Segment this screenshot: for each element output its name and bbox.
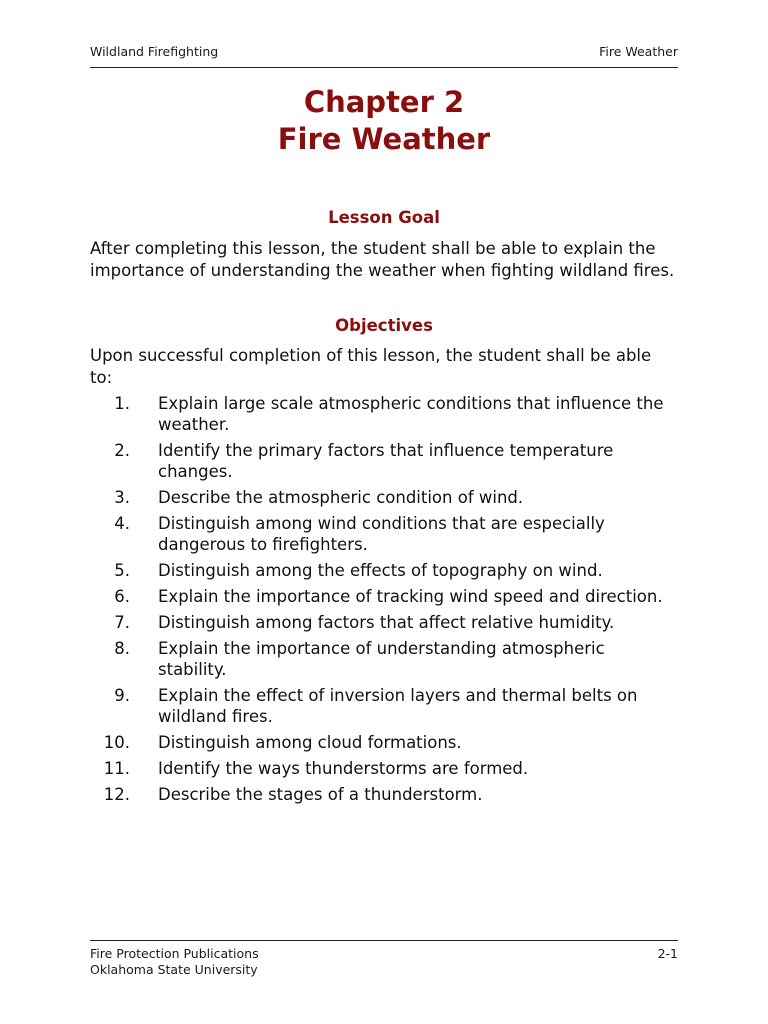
objective-item: [90, 685, 678, 727]
objective-text: Explain the importance of understanding atmospheric stability.: [158, 639, 605, 679]
lesson-goal-text: After completing this lesson, the student shall be able to explain the importance of understanding the weather when fighting wildland fires.: [90, 239, 675, 280]
objective-text: Explain large scale atmospheric conditions that influence the weather.: [158, 394, 664, 434]
objective-number: 3.: [114, 488, 130, 507]
objective-text: Identify the primary factors that influence temperature changes.: [158, 441, 614, 481]
objective-number: 4.: [114, 514, 130, 533]
objective-item: [90, 638, 678, 680]
objective-item: [90, 758, 678, 779]
objective-text: Describe the stages of a thunderstorm.: [158, 785, 483, 804]
objective-number: 2.: [114, 441, 130, 460]
objective-item: [90, 732, 678, 753]
objectives-intro: Upon successful completion of this lesson, the student shall be able to:: [90, 346, 652, 387]
objective-text: Distinguish among cloud formations.: [158, 733, 462, 752]
chapter-title: [90, 84, 678, 158]
header-rule: [90, 67, 678, 68]
running-header: [90, 44, 678, 64]
lesson-goal-heading: Lesson Goal: [328, 208, 440, 227]
chapter-number: Chapter 2: [303, 85, 465, 119]
objective-text: Identify the ways thunderstorms are formed.: [158, 759, 529, 778]
objective-number: 7.: [114, 613, 130, 632]
footer-publisher-name: Fire Protection Publications: [90, 946, 259, 961]
objective-number: 11.: [103, 759, 130, 778]
objective-number: 6.: [114, 587, 130, 606]
header-book-title: Wildland Firefighting: [90, 44, 219, 59]
page-number: 2-1: [657, 946, 678, 961]
objective-text: Explain the effect of inversion layers and thermal belts on wildland fires.: [158, 686, 638, 726]
objectives-heading: Objectives: [335, 316, 433, 335]
objective-number: 10.: [103, 733, 130, 752]
objective-text: Describe the atmospheric condition of wind.: [158, 488, 524, 507]
objective-number: 8.: [114, 639, 130, 658]
objective-number: 12.: [103, 785, 130, 804]
objective-text: Distinguish among wind conditions that are especially dangerous to firefighters.: [158, 514, 605, 554]
footer-publisher: [90, 946, 678, 978]
chapter-name: Fire Weather: [277, 122, 491, 156]
objective-item: [90, 612, 678, 633]
objective-item: [90, 560, 678, 581]
objectives-list: [90, 393, 678, 810]
objective-item: [90, 784, 678, 805]
objective-text: Explain the importance of tracking wind speed and direction.: [158, 587, 663, 606]
objective-item: [90, 513, 678, 555]
objective-number: 9.: [114, 686, 130, 705]
objective-number: 1.: [114, 394, 130, 413]
objective-item: [90, 393, 678, 435]
objective-number: 5.: [114, 561, 130, 580]
footer-university: Oklahoma State University: [90, 962, 258, 977]
objective-text: Distinguish among factors that affect relative humidity.: [158, 613, 615, 632]
page-footer: [90, 946, 678, 978]
header-chapter-name: Fire Weather: [599, 44, 678, 59]
objective-text: Distinguish among the effects of topography on wind.: [158, 561, 603, 580]
footer-rule: [90, 940, 678, 941]
objective-item: [90, 440, 678, 482]
objective-item: [90, 586, 678, 607]
objective-item: [90, 487, 678, 508]
